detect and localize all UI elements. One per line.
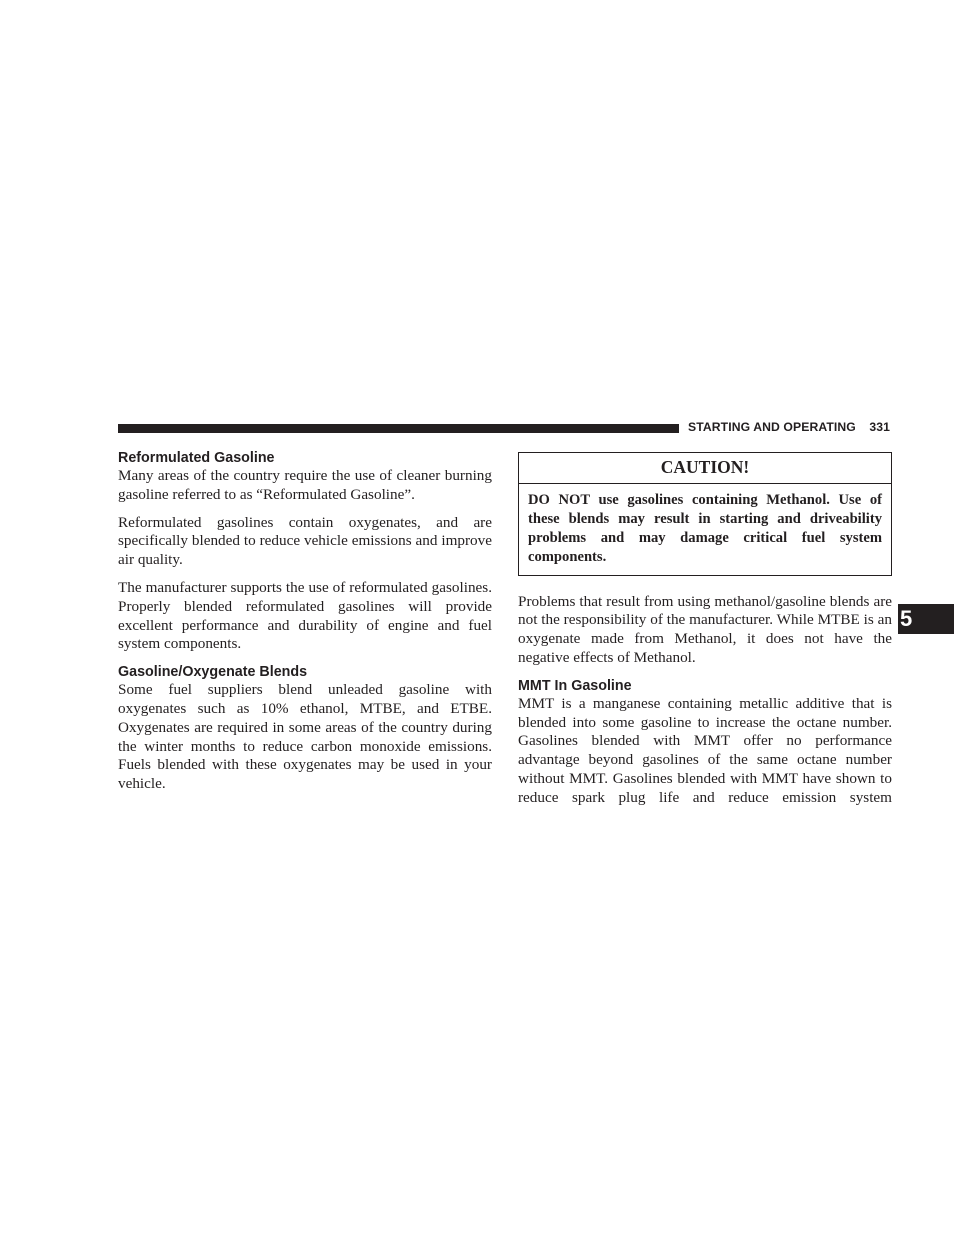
caution-title: CAUTION! <box>519 453 891 484</box>
heading-oxygenate-blends: Gasoline/Oxygenate Blends <box>118 664 308 681</box>
paragraph: Reformulated gasolines contain oxygenates, and are specifically blended to reduce vehicle emissions and improve air quality. <box>118 513 492 569</box>
heading-mmt-in-gasoline: MMT In Gasoline <box>518 677 632 694</box>
paragraph: The manufacturer supports the use of reformulated gasolines. Properly blended reformulated gasolines will provide excellent performance and durability of engine and fuel system components. <box>118 578 492 653</box>
paragraph: Many areas of the country require the use of cleaner burning gasoline referred to as “Reformulated Gasoline”. <box>118 467 492 503</box>
paragraph: Problems that result from using methanol/gasoline blends are not the responsibility of the manufacturer. While MTBE is an oxygenate made from Methanol, it does not have the negative effects of Methanol. <box>518 592 892 667</box>
left-column <box>118 449 492 803</box>
chapter-tab: 5 <box>898 604 954 634</box>
right-column <box>518 452 892 817</box>
paragraph: MMT is a manganese containing metallic additive that is blended into some gasoline to increase the octane number. Gasolines blended with MMT offer no performance advantage beyond gasolines of the same octane number without MMT. Gasolines blended with MMT have shown to reduce spark plug life and reduce emission system <box>518 694 892 806</box>
running-header <box>688 420 892 434</box>
page-number: 331 <box>869 420 890 434</box>
section-title: STARTING AND OPERATING <box>688 420 856 434</box>
caution-box <box>518 452 892 576</box>
caution-body: DO NOT use gasolines containing Methanol. Use of these blends may result in starting and driveability problems and may damage critical fuel system components. <box>528 492 882 565</box>
heading-reformulated-gasoline: Reformulated Gasoline <box>118 450 275 466</box>
header-rule <box>118 424 679 433</box>
paragraph: Some fuel suppliers blend unleaded gasoline with oxygenates such as 10% ethanol, MTBE, and ETBE. Oxygenates are required in some areas of the country during the winter months to reduce carbon monoxide emissions. Fuels blended with these oxygenates may be used in your vehicle. <box>118 681 492 793</box>
